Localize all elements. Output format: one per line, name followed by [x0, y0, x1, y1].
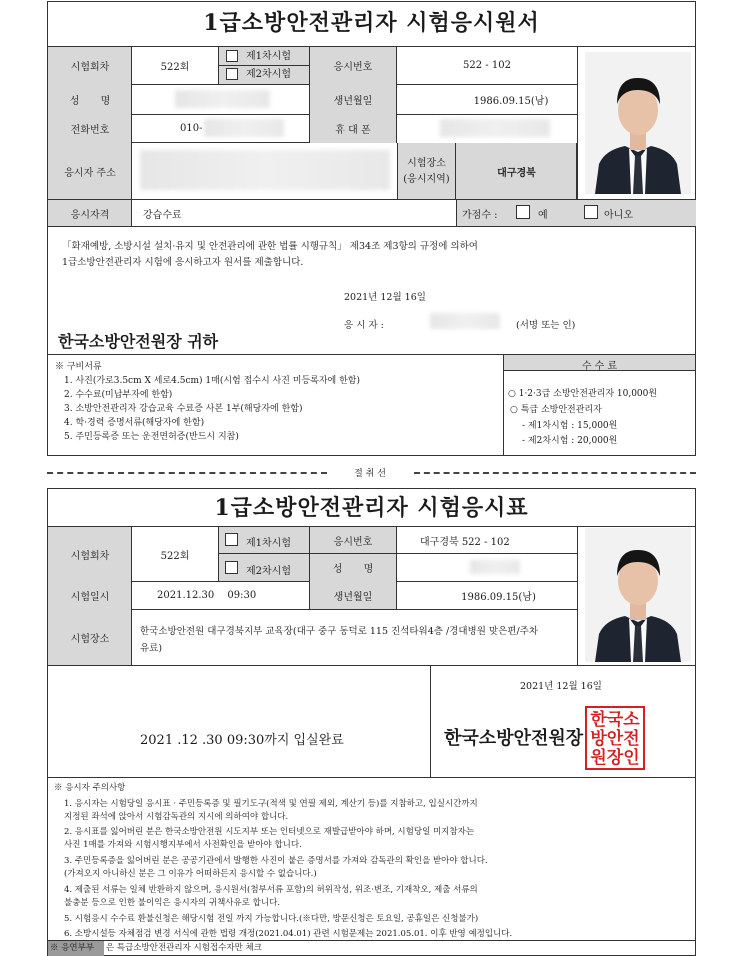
docs-title: ※ 구비서류 — [55, 362, 102, 372]
ticket-title: 1급소방안전관리자 시험응시표 — [214, 495, 529, 521]
exempt-no-label: 아니오 — [604, 209, 633, 221]
applicant-name-redacted — [430, 313, 500, 329]
bottom-note: 은 특급소방안전관리자 시험접수자만 체크 — [106, 943, 262, 953]
cut-line-label: 절 취 선 — [354, 469, 386, 479]
ticket-birth-label: 생년월일 — [333, 592, 373, 603]
cut-line — [414, 472, 696, 474]
ticket-place-label: 시험장소 — [70, 634, 110, 645]
doc-item: 3. 소방안전관리자 강습교육 수료증 사본 1부(해당자에 한함) — [64, 404, 303, 414]
birth-label: 생년월일 — [333, 96, 373, 107]
note-line: 5. 시험응시 수수료 환불신청은 해당시험 전일 까지 가능합니다.(※다만, 방문신청은 토요일, 공휴일은 신청불가) — [64, 914, 479, 924]
cut-line — [47, 472, 327, 474]
ticket-exam-no-label: 응시번호 — [333, 536, 373, 548]
fee-item: - 제2차시험 : 20,000원 — [522, 436, 618, 446]
second-exam-checkbox[interactable] — [226, 68, 238, 80]
seal-row: 방안전 — [590, 729, 640, 749]
doc-item: 4. 학·경력 증명서류(해당자에 한함) — [64, 418, 205, 428]
datetime-value: 2021.12.30 09:30 — [157, 590, 257, 601]
fee-item: ○ 1·2·3급 소방안전관리자 10,000원 — [508, 389, 658, 399]
exempt-yes-checkbox[interactable] — [516, 205, 530, 219]
second-exam-label: 제2차시험 — [246, 69, 292, 80]
person-photo-icon — [585, 52, 691, 194]
seal-row: 원장인 — [590, 748, 640, 768]
ticket-birth-value: 1986.09.15(남) — [461, 592, 536, 603]
round-value: 522회 — [160, 62, 190, 73]
checkin-text: 2021 .12 .30 09:30까지 입실완료 — [140, 733, 344, 748]
note-line: (가져오지 아니하신 분은 그 이유가 어떠하든지 응시할 수 없습니다.) — [64, 869, 317, 879]
first-exam-checkbox[interactable] — [226, 50, 238, 62]
qual-value: 강습수료 — [143, 209, 182, 221]
exempt-yes-label: 예 — [538, 209, 548, 221]
fee-item: ○ 특급 소방안전관리자 — [510, 405, 602, 415]
fee-item: - 제1차시험 : 15,000원 — [522, 421, 618, 431]
note-line: 불충분 등으로 인한 불이익은 응시자의 귀책사유로 합니다. — [64, 898, 280, 908]
form-title: 1급소방안전관리자 시험응시원서 — [203, 10, 540, 36]
divider — [218, 65, 309, 66]
datetime-label: 시험일시 — [70, 592, 110, 603]
note-line: 2. 응시표를 잃어버린 분은 한국소방안전원 시도지부 또는 인터넷으로 재발급받아야 하며, 시험당일 미지참자는 — [64, 827, 475, 837]
note-line: 3. 주민등록증을 잃어버린 분은 공공기관에서 발행한 사진이 붙은 증명서를 가져와 감독관의 확인을 받아야 합니다. — [64, 856, 488, 866]
divider — [430, 665, 431, 777]
seal-row: 한국소 — [590, 710, 640, 730]
divider — [47, 665, 696, 666]
exam-no-value: 522 - 102 — [463, 60, 511, 71]
ticket-exam-no-value: 대구경북 522 - 102 — [420, 536, 510, 548]
ticket-round-value: 522회 — [160, 550, 190, 562]
note-line: 6. 소방시설등 자체점검 변경 서식에 관한 법령 개정(2021.04.01) 관련 시험문제는 2021.05.01. 이후 반영 예정입니다. — [64, 929, 513, 939]
ticket-second-exam-checkbox[interactable] — [225, 561, 238, 574]
phone-redacted — [204, 119, 284, 137]
name-redacted — [175, 90, 270, 108]
exempt-no-checkbox[interactable] — [584, 205, 598, 219]
ticket-date: 2021년 12월 16일 — [520, 681, 602, 692]
birth-value: 1986.09.15(남) — [473, 96, 549, 107]
ticket-round-label: 시험회차 — [70, 550, 110, 562]
note-line: 1. 응시자는 시험당일 응시표 · 주민등록증 및 필기도구(적색 및 연필 제외, 계산기 등)를 지참하고, 입실시간까지 — [64, 799, 478, 809]
sign-label: (서명 또는 인) — [516, 320, 576, 331]
ticket-second-exam-label: 제2차시험 — [246, 566, 292, 577]
doc-item: 5. 주민등록증 또는 운전면허증(반드시 지참) — [64, 432, 239, 442]
ticket-photo — [585, 528, 691, 662]
official-seal — [585, 706, 645, 770]
application-date: 2021년 12월 16일 — [344, 292, 426, 303]
note-line: 지정된 좌석에 앉아서 시험감독관의 지시에 의하여야 합니다. — [64, 812, 289, 822]
address-redacted — [140, 150, 390, 190]
doc-item: 2. 수수료(미납부자에 한함) — [64, 390, 173, 400]
note-line: 4. 제출된 서류는 일체 반환하지 않으며, 응시원서(첨부서류 포함)의 허위작성, 위조·변조, 기재착오, 제출 서류의 — [64, 885, 478, 895]
notes-title: ※ 응시자 주의사항 — [54, 783, 126, 793]
divider — [218, 553, 309, 554]
fee-title: 수 수 료 — [581, 361, 618, 372]
name-label: 성 명 — [69, 96, 111, 107]
exempt-label: 가점수 : — [462, 209, 498, 221]
ticket-first-exam-checkbox[interactable] — [225, 533, 238, 546]
divider — [47, 777, 696, 778]
ticket-name-redacted — [470, 560, 520, 574]
phone-label: 전화번호 — [70, 125, 110, 136]
place-label-2: (응시지역) — [403, 173, 450, 185]
phone-value: 010- — [180, 123, 203, 134]
person-photo-icon — [585, 528, 691, 662]
bottom-tag-text: ※ 응연부부 — [50, 943, 95, 953]
place-label-1: 시험장소 — [407, 157, 446, 169]
ticket-name-label: 성 명 — [332, 564, 374, 575]
place-value: 대구경북 — [497, 167, 536, 179]
ticket-place-line-2: 유료) — [140, 643, 163, 654]
exam-no-label: 응시번호 — [333, 62, 373, 73]
ticket-place-line-1: 한국소방안전원 대구경북지부 교육장(대구 중구 동덕로 115 진석타워4층 /경대병원 맞은편/주차 — [140, 626, 538, 637]
bottom-strip — [47, 940, 696, 941]
round-label: 시험회차 — [70, 62, 110, 73]
divider — [47, 226, 696, 227]
divider — [577, 47, 578, 199]
divider — [577, 527, 578, 665]
issuer-name: 한국소방안전원장 — [444, 728, 584, 749]
declaration-line-1: 「화재예방, 소방시설 설치·유지 및 안전관리에 관한 법률 시행규칙」 제34조 제3항의 규정에 의하여 — [62, 241, 478, 252]
first-exam-label: 제1차시험 — [246, 51, 292, 62]
mobile-redacted — [440, 119, 550, 137]
mobile-label: 휴 대 폰 — [335, 125, 371, 136]
address-label: 응시자 주소 — [64, 167, 116, 179]
applicant-label: 응 시 자 : — [344, 320, 384, 331]
doc-item: 1. 사진(가로3.5cm X 세로4.5cm) 1매(시험 접수시 사진 미등록자에 한함) — [64, 376, 361, 386]
declaration-line-2: 1급소방안전관리자 시험에 응시하고자 원서를 제출합니다. — [62, 257, 304, 268]
addressee: 한국소방안전원장 귀하 — [58, 332, 219, 351]
note-line: 사진 1매를 가져와 시험시행지부에서 사전확인을 받아야 합니다. — [64, 840, 302, 850]
applicant-photo — [585, 52, 691, 194]
qual-label: 응시자격 — [70, 209, 110, 221]
ticket-first-exam-label: 제1차시험 — [246, 538, 292, 549]
